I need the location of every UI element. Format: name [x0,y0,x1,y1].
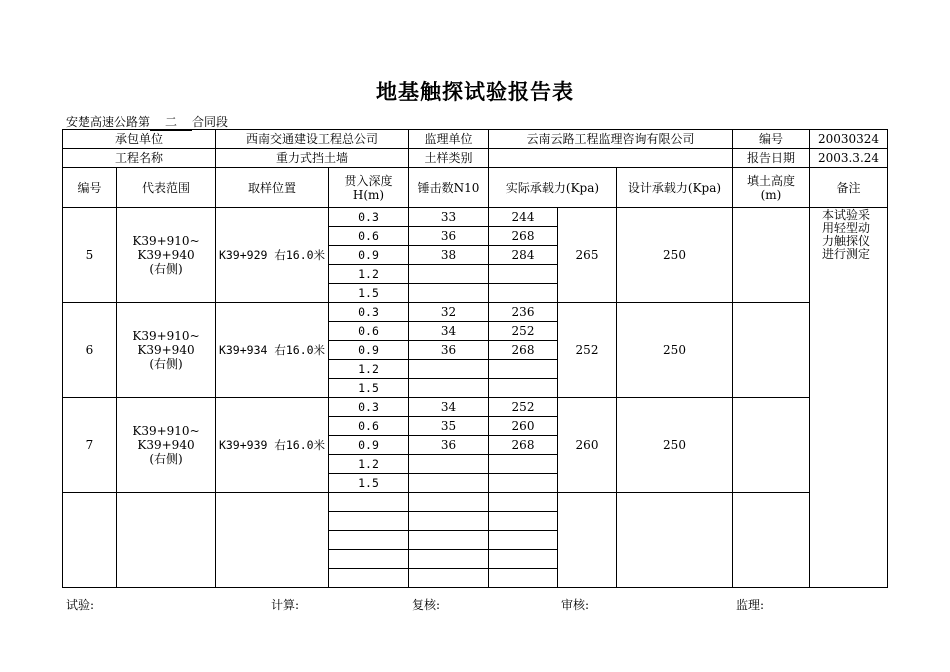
sample-range [117,208,216,303]
depth-cell: 1.5 [329,284,409,303]
soil-value [489,149,733,168]
contractor-value: 西南交通建设工程总公司 [216,130,409,149]
actual-cell [489,455,558,474]
blows-cell: 36 [409,227,489,246]
actual-cell: 244 [489,208,558,227]
header-depth [329,168,409,208]
header-fill-line1: 填土高度 [746,173,795,188]
empty-actual [489,512,558,531]
header-fill [733,168,810,208]
actual-cell [489,474,558,493]
table-row [63,208,888,227]
blows-cell [409,379,489,398]
header-blows: 锤击数N10 [409,168,489,208]
blows-cell: 33 [409,208,489,227]
blows-cell: 35 [409,417,489,436]
average-bearing: 260 [558,398,617,493]
blows-cell: 34 [409,322,489,341]
depth-cell: 1.5 [329,474,409,493]
range-line3: (右侧) [149,452,183,466]
depth-cell: 0.6 [329,417,409,436]
blows-cell: 36 [409,436,489,455]
code-value: 20030324 [810,130,888,149]
header-actual: 实际承载力(Kpa) [489,168,617,208]
sample-number: 5 [63,208,117,303]
code-label: 编号 [733,130,810,149]
contract-suffix: 合同段 [192,115,229,129]
actual-cell: 260 [489,417,558,436]
empty-actual [489,531,558,550]
range-line1: K39+910~ [132,234,200,248]
design-bearing: 250 [617,398,733,493]
contract-number: 二 [150,113,192,131]
actual-cell [489,360,558,379]
empty-blows [409,512,489,531]
remark-note [810,208,888,588]
depth-cell: 1.5 [329,379,409,398]
design-bearing: 250 [617,208,733,303]
header-depth-line2: H(m) [352,187,385,202]
blows-cell [409,265,489,284]
blows-cell: 38 [409,246,489,265]
empty-number [63,493,117,588]
blows-cell [409,474,489,493]
depth-cell: 0.3 [329,208,409,227]
date-label: 报告日期 [733,149,810,168]
blows-cell [409,284,489,303]
report-table [62,129,888,588]
supervisor-value: 云南云路工程监理咨询有限公司 [489,130,733,149]
actual-cell: 252 [489,398,558,417]
empty-actual [489,569,558,588]
actual-cell: 236 [489,303,558,322]
fill-height [733,208,810,303]
empty-row [63,493,888,512]
average-bearing: 265 [558,208,617,303]
remark-text: 本试验采用轻型动力触探仪进行测定 [822,208,871,261]
info-row-1 [63,130,888,149]
footer-review: 复核: [412,598,441,612]
header-position: 取样位置 [216,168,329,208]
header-design: 设计承载力(Kpa) [617,168,733,208]
header-depth-line1: 贯入深度 [344,173,393,188]
depth-cell: 0.3 [329,303,409,322]
sample-number: 6 [63,303,117,398]
range-line2: K39+940 [137,438,195,452]
actual-cell: 268 [489,341,558,360]
header-range: 代表范围 [117,168,216,208]
empty-design [617,493,733,588]
footer-audit: 审核: [561,598,590,612]
contractor-label: 承包单位 [63,130,216,149]
actual-cell [489,284,558,303]
average-bearing: 252 [558,303,617,398]
sample-number: 7 [63,398,117,493]
actual-cell: 252 [489,322,558,341]
range-line1: K39+910~ [132,424,200,438]
depth-cell: 1.2 [329,265,409,284]
actual-cell: 268 [489,436,558,455]
footer-calc: 计算: [271,598,300,612]
depth-cell: 1.2 [329,455,409,474]
project-label: 工程名称 [63,149,216,168]
sample-position: K39+934 右16.0米 [216,303,329,398]
empty-position [216,493,329,588]
empty-blows [409,531,489,550]
table-row [63,303,888,322]
empty-average [558,493,617,588]
actual-cell [489,265,558,284]
header-row [63,168,888,208]
report-title: 地基触探试验报告表 [376,79,574,104]
depth-cell: 1.2 [329,360,409,379]
fill-height [733,303,810,398]
depth-cell: 0.9 [329,436,409,455]
info-row-2 [63,149,888,168]
soil-label: 土样类别 [409,149,489,168]
actual-cell: 268 [489,227,558,246]
design-bearing: 250 [617,303,733,398]
range-line3: (右侧) [149,262,183,276]
actual-cell [489,379,558,398]
range-line2: K39+940 [137,248,195,262]
empty-blows [409,550,489,569]
footer-supervise: 监理: [736,598,765,612]
range-line1: K39+910~ [132,329,200,343]
depth-cell: 0.6 [329,227,409,246]
blows-cell: 32 [409,303,489,322]
sample-range [117,398,216,493]
empty-blows [409,493,489,512]
signature-footer [0,596,950,612]
header-remark: 备注 [810,168,888,208]
header-fill-line2: (m) [760,187,782,202]
depth-cell: 0.6 [329,322,409,341]
blows-cell: 34 [409,398,489,417]
header-no: 编号 [63,168,117,208]
contract-prefix: 安楚高速公路第 [66,115,151,129]
table-row [63,398,888,417]
blows-cell [409,360,489,379]
actual-cell: 284 [489,246,558,265]
depth-cell: 0.9 [329,341,409,360]
empty-depth [329,569,409,588]
empty-actual [489,550,558,569]
empty-depth [329,550,409,569]
fill-height [733,398,810,493]
depth-cell: 0.3 [329,398,409,417]
empty-depth [329,531,409,550]
empty-actual [489,493,558,512]
empty-depth [329,493,409,512]
sample-position: K39+929 右16.0米 [216,208,329,303]
date-value: 2003.3.24 [810,149,888,168]
supervisor-label: 监理单位 [409,130,489,149]
empty-depth [329,512,409,531]
sample-range [117,303,216,398]
footer-test: 试验: [66,598,95,612]
empty-blows [409,569,489,588]
empty-fill [733,493,810,588]
empty-range [117,493,216,588]
depth-cell: 0.9 [329,246,409,265]
range-line3: (右侧) [149,357,183,371]
sample-position: K39+939 右16.0米 [216,398,329,493]
blows-cell [409,455,489,474]
blows-cell: 36 [409,341,489,360]
project-value: 重力式挡土墙 [216,149,409,168]
range-line2: K39+940 [137,343,195,357]
